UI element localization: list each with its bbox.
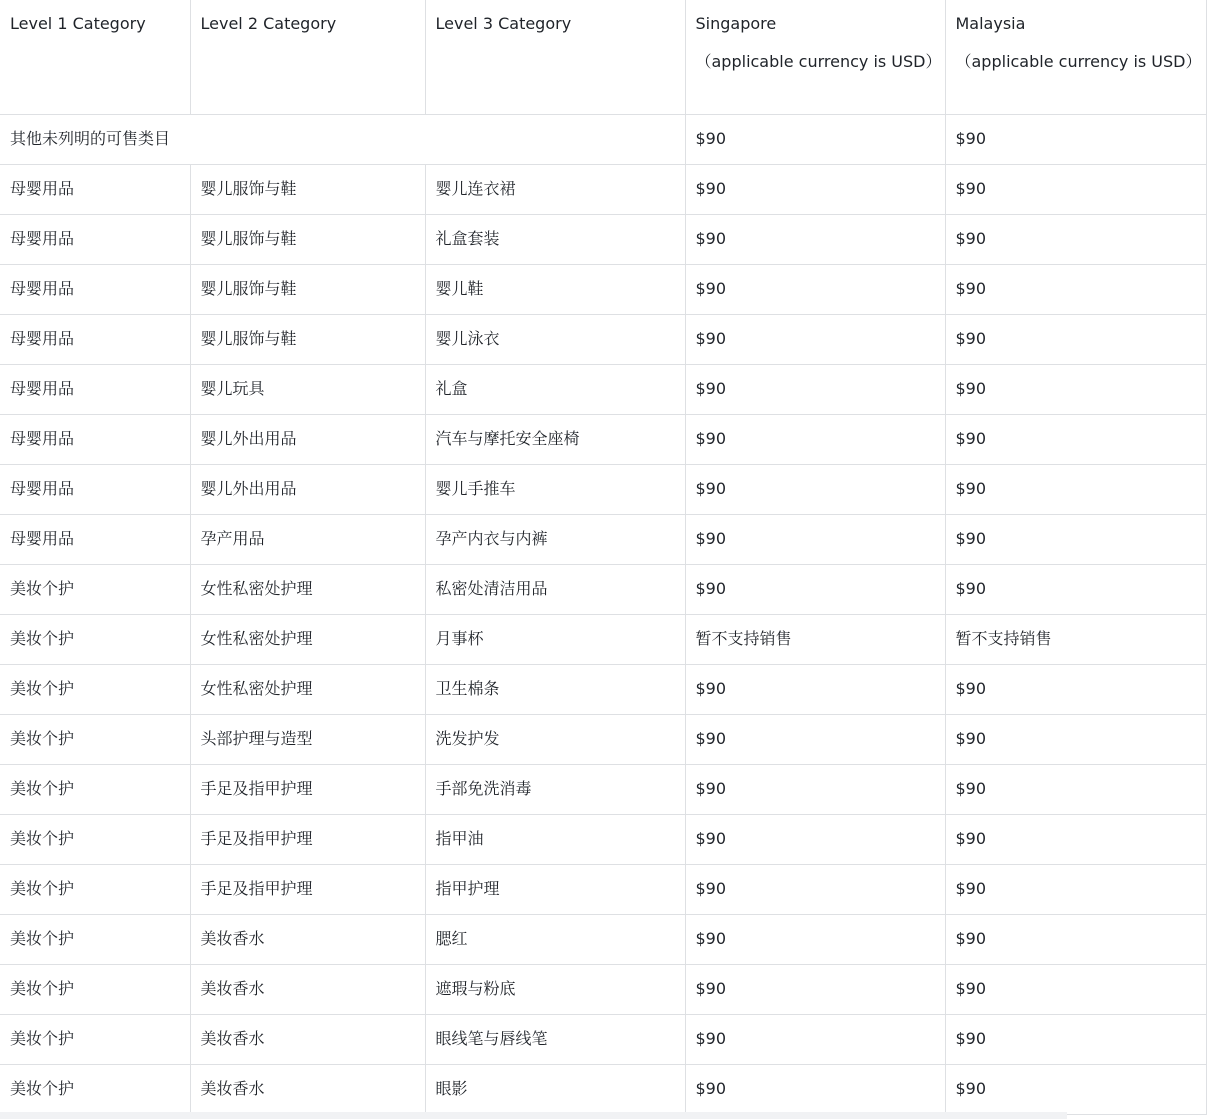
cell-singapore-fee: $90	[685, 514, 945, 564]
cell-level1-category: 美妆个护	[0, 614, 190, 664]
cell-level1-category: 母婴用品	[0, 414, 190, 464]
header-level2-category	[190, 0, 425, 114]
cell-level1-category: 美妆个护	[0, 964, 190, 1014]
header-level2-label: Level 2 Category	[200, 14, 337, 33]
table-row	[0, 964, 1206, 1014]
cell-singapore-fee: $90	[685, 764, 945, 814]
header-malaysia	[945, 0, 1206, 114]
cell-malaysia-fee: 暂不支持销售	[945, 614, 1206, 664]
table-row	[0, 864, 1206, 914]
header-level1-label: Level 1 Category	[10, 14, 146, 33]
cell-malaysia-fee: $90	[945, 814, 1206, 864]
cell-level1-category: 美妆个护	[0, 764, 190, 814]
cell-level3-category: 礼盒套装	[425, 214, 685, 264]
cell-level2-category: 头部护理与造型	[190, 714, 425, 764]
cell-singapore-fee: $90	[685, 1014, 945, 1064]
cell-singapore-fee: $90	[685, 414, 945, 464]
cell-level2-category: 婴儿服饰与鞋	[190, 214, 425, 264]
table-row	[0, 164, 1206, 214]
cell-singapore-fee: $90	[685, 214, 945, 264]
cell-singapore-fee: $90	[685, 814, 945, 864]
cell-level2-category: 女性私密处护理	[190, 564, 425, 614]
cell-malaysia-fee: $90	[945, 714, 1206, 764]
cell-level3-category: 遮瑕与粉底	[425, 964, 685, 1014]
table-row	[0, 264, 1206, 314]
cell-level3-category: 礼盒	[425, 364, 685, 414]
table-row	[0, 514, 1206, 564]
cell-level1-category: 美妆个护	[0, 664, 190, 714]
horizontal-scrollbar[interactable]	[0, 1112, 1067, 1119]
cell-malaysia-fee: $90	[945, 214, 1206, 264]
table-row	[0, 714, 1206, 764]
header-level1-category	[0, 0, 190, 114]
header-row	[0, 0, 1206, 114]
header-level3-label: Level 3 Category	[435, 14, 572, 33]
cell-level3-category: 眼影	[425, 1064, 685, 1114]
cell-level3-category: 手部免洗消毒	[425, 764, 685, 814]
cell-level2-category: 美妆香水	[190, 1064, 425, 1114]
cell-malaysia-fee: $90	[945, 964, 1206, 1014]
cell-singapore-fee: $90	[685, 1064, 945, 1114]
cell-level2-category: 美妆香水	[190, 964, 425, 1014]
cell-level1-category: 母婴用品	[0, 164, 190, 214]
cell-level3-category: 婴儿泳衣	[425, 314, 685, 364]
cell-singapore-fee: 暂不支持销售	[685, 614, 945, 664]
cell-level1-category: 美妆个护	[0, 1014, 190, 1064]
cell-level3-category: 婴儿鞋	[425, 264, 685, 314]
cell-level3-category: 月事杯	[425, 614, 685, 664]
cell-singapore-fee: $90	[685, 164, 945, 214]
cell-malaysia-fee: $90	[945, 914, 1206, 964]
table-row	[0, 564, 1206, 614]
cell-level1-category: 母婴用品	[0, 214, 190, 264]
cell-level1-category: 母婴用品	[0, 264, 190, 314]
cell-level1-category: 美妆个护	[0, 814, 190, 864]
table-row	[0, 814, 1206, 864]
cell-level1-category: 母婴用品	[0, 364, 190, 414]
cell-level3-category: 指甲油	[425, 814, 685, 864]
cell-singapore-fee: $90	[685, 714, 945, 764]
cell-malaysia-fee: $90	[945, 364, 1206, 414]
cell-malaysia-fee: $90	[945, 164, 1206, 214]
cell-malaysia-fee: $90	[945, 664, 1206, 714]
cell-malaysia-fee: $90	[945, 264, 1206, 314]
cell-malaysia-fee: $90	[945, 864, 1206, 914]
cell-level2-category: 婴儿玩具	[190, 364, 425, 414]
cell-malaysia-fee: $90	[945, 464, 1206, 514]
cell-level1-category: 母婴用品	[0, 464, 190, 514]
cell-level3-category: 洗发护发	[425, 714, 685, 764]
cell-level1-category: 美妆个护	[0, 914, 190, 964]
cell-singapore-fee: $90	[685, 264, 945, 314]
cell-level3-category: 眼线笔与唇线笔	[425, 1014, 685, 1064]
table-row-other	[0, 114, 1206, 164]
table-row	[0, 664, 1206, 714]
cell-singapore-fee: $90	[685, 364, 945, 414]
header-malaysia-currency-note: （applicable currency is USD）	[955, 52, 1202, 71]
cell-level1-category: 美妆个护	[0, 1064, 190, 1114]
cell-level3-category: 指甲护理	[425, 864, 685, 914]
cell-other-category: 其他未列明的可售类目	[0, 114, 685, 164]
cell-level3-category: 卫生棉条	[425, 664, 685, 714]
cell-malaysia-fee: $90	[945, 114, 1206, 164]
cell-level2-category: 女性私密处护理	[190, 664, 425, 714]
cell-singapore-fee: $90	[685, 314, 945, 364]
cell-level3-category: 孕产内衣与内裤	[425, 514, 685, 564]
cell-singapore-fee: $90	[685, 114, 945, 164]
cell-malaysia-fee: $90	[945, 514, 1206, 564]
header-singapore	[685, 0, 945, 114]
table-row	[0, 1014, 1206, 1064]
cell-level2-category: 手足及指甲护理	[190, 764, 425, 814]
cell-level2-category: 女性私密处护理	[190, 614, 425, 664]
cell-level2-category: 婴儿服饰与鞋	[190, 264, 425, 314]
table-row	[0, 414, 1206, 464]
cell-singapore-fee: $90	[685, 664, 945, 714]
table-row	[0, 914, 1206, 964]
cell-level2-category: 美妆香水	[190, 1014, 425, 1064]
table-row	[0, 764, 1206, 814]
cell-malaysia-fee: $90	[945, 564, 1206, 614]
table-row	[0, 1064, 1206, 1114]
table-row	[0, 614, 1206, 664]
cell-malaysia-fee: $90	[945, 1064, 1206, 1114]
cell-singapore-fee: $90	[685, 914, 945, 964]
cell-level2-category: 手足及指甲护理	[190, 864, 425, 914]
cell-level2-category: 手足及指甲护理	[190, 814, 425, 864]
cell-level1-category: 母婴用品	[0, 314, 190, 364]
cell-level2-category: 婴儿外出用品	[190, 414, 425, 464]
cell-singapore-fee: $90	[685, 964, 945, 1014]
cell-level2-category: 婴儿服饰与鞋	[190, 164, 425, 214]
cell-level1-category: 美妆个护	[0, 714, 190, 764]
table-header	[0, 0, 1206, 114]
table-row	[0, 314, 1206, 364]
table-row	[0, 214, 1206, 264]
cell-level3-category: 腮红	[425, 914, 685, 964]
cell-malaysia-fee: $90	[945, 764, 1206, 814]
header-malaysia-label: Malaysia	[955, 14, 1026, 33]
cell-singapore-fee: $90	[685, 564, 945, 614]
cell-level3-category: 汽车与摩托安全座椅	[425, 414, 685, 464]
cell-level2-category: 孕产用品	[190, 514, 425, 564]
cell-level3-category: 婴儿手推车	[425, 464, 685, 514]
cell-malaysia-fee: $90	[945, 1014, 1206, 1064]
cell-level2-category: 美妆香水	[190, 914, 425, 964]
table-body	[0, 114, 1206, 1114]
table-row	[0, 364, 1206, 414]
header-level3-category	[425, 0, 685, 114]
cell-singapore-fee: $90	[685, 864, 945, 914]
cell-malaysia-fee: $90	[945, 314, 1206, 364]
table-row	[0, 464, 1206, 514]
header-singapore-label: Singapore	[695, 14, 777, 33]
cell-level1-category: 美妆个护	[0, 864, 190, 914]
cell-level3-category: 私密处清洁用品	[425, 564, 685, 614]
cell-malaysia-fee: $90	[945, 414, 1206, 464]
cell-level2-category: 婴儿服饰与鞋	[190, 314, 425, 364]
header-singapore-currency-note: （applicable currency is USD）	[695, 52, 942, 71]
cell-level3-category: 婴儿连衣裙	[425, 164, 685, 214]
cell-singapore-fee: $90	[685, 464, 945, 514]
cell-level1-category: 美妆个护	[0, 564, 190, 614]
cell-level1-category: 母婴用品	[0, 514, 190, 564]
cell-level2-category: 婴儿外出用品	[190, 464, 425, 514]
